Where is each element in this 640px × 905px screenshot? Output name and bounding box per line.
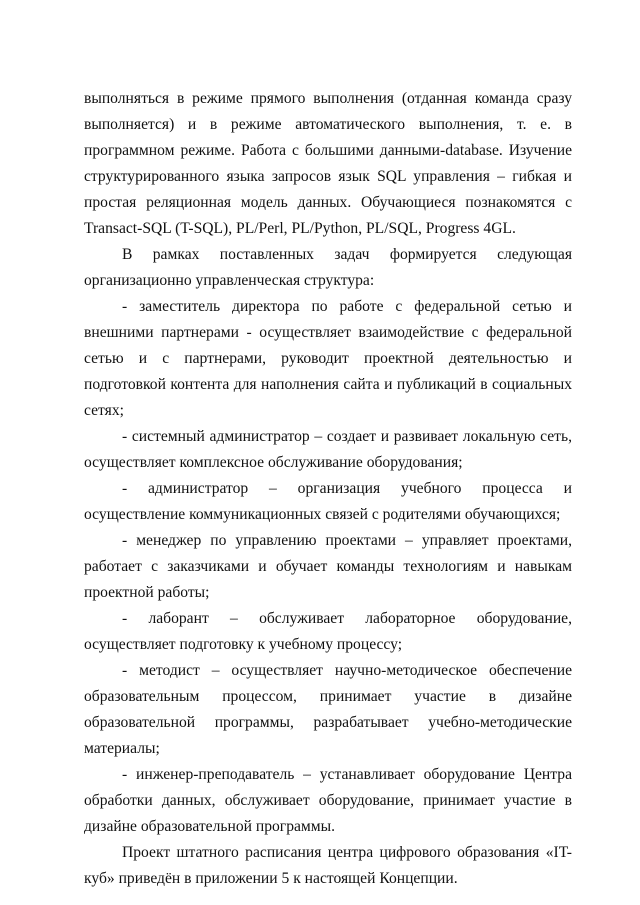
paragraph-staffing-note: Проект штатного расписания центра цифрового образования «IT-куб» приведён в приложении 5 к настоящей Концепции. (84, 844, 572, 887)
list-item-engineer-teacher: - инженер-преподаватель – устанавливает оборудование Центра обработки данных, обслуживает оборудование, принимает участие в дизайне образовательной программы. (84, 766, 572, 835)
list-item-lab-assistant: - лаборант – обслуживает лабораторное оборудование, осуществляет подготовку к учебному процессу; (84, 610, 572, 653)
paragraph-structure-intro: В рамках поставленных задач формируется следующая организационно управленческая структура: (84, 246, 572, 289)
paragraph-sql-intro: выполняться в режиме прямого выполнения (отданная команда сразу выполняется) и в режиме автоматического выполнения, т. е. в программном режиме. Работа с большими данными-database. Изучение структурированного языка запросов язык SQL управления – гибкая и простая реляционная модель данных. Обучающиеся познакомятся с Transact-SQL (T-SQL), PL/Perl, PL/Python, PL/SQL, Progress 4GL. (84, 90, 572, 237)
list-item-administrator: - администратор – организация учебного процесса и осуществление коммуникационных связей с родителями обучающихся; (84, 480, 572, 523)
list-item-project-manager: - менеджер по управлению проектами – управляет проектами, работает с заказчиками и обучает команды технологиям и навыкам проектной работы; (84, 532, 572, 601)
document-page (84, 86, 572, 892)
list-item-system-administrator: - системный администратор – создает и развивает локальную сеть, осуществляет комплексное обслуживание оборудования; (84, 428, 572, 471)
list-item-methodologist: - методист – осуществляет научно-методическое обеспечение образовательным процессом, принимает участие в дизайне образовательной программы, разрабатывает учебно-методические материалы; (84, 662, 572, 757)
list-item-deputy-director: - заместитель директора по работе с федеральной сетью и внешними партнерами - осуществляет взаимодействие с федеральной сетью и с партнерами, руководит проектной деятельностью и подготовкой контента для наполнения сайта и публикаций в социальных сетях; (84, 298, 572, 419)
